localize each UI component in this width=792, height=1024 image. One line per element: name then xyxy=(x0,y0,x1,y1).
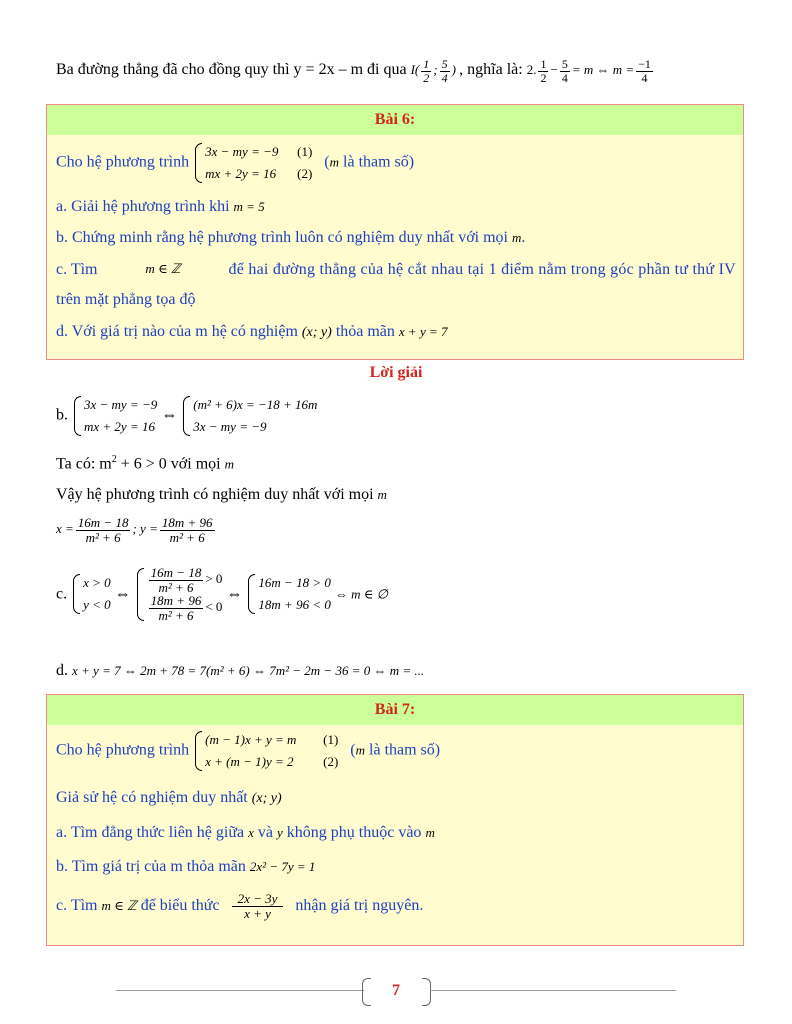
exercise-7-part-c: c. Tìm m ∈ ℤ để biểu thức $\frac{2x - 3y}{x + y}$ nhận giá trị nguyên. xyxy=(56,891,424,921)
exercise-7-statement: Cho hệ phương trình (m − 1)x + y = m (1) x + (m − 1)y = 2 (2) (m là tham số) xyxy=(56,729,440,773)
exercise-6-statement: Cho hệ phương trình 3x − my = −9 (1) mx + 2y = 16 (2) (m là tham số) xyxy=(56,141,414,185)
exercise-7-assumption: Giả sử hệ có nghiệm duy nhất (x; y) xyxy=(56,789,282,806)
footer-bracket-right xyxy=(422,978,431,1006)
exercise-7-system: (m − 1)x + y = m (1) x + (m − 1)y = 2 (2) xyxy=(193,729,338,773)
solution-title: Lời giải xyxy=(369,364,423,381)
exercise-6-part-b: b. Chứng minh rằng hệ phương trình luôn có nghiệm duy nhất với mọi m. xyxy=(56,229,526,246)
footer-rule-right xyxy=(430,990,676,991)
intro-equation: 2. $\frac{1}{2}$ − $\frac{5}{4}$ = m ⇔ m = $\frac{-1}{4}$ xyxy=(526,57,651,85)
intro-point: I( $\frac{1}{2}$ ; $\frac{5}{4}$ ) xyxy=(410,57,456,85)
exercise-6-system: 3x − my = −9 (1) mx + 2y = 16 (2) xyxy=(193,141,312,185)
exercise-6-header: Bài 6: xyxy=(47,105,743,135)
exercise-7-fraction: $\frac{2x - 3y}{x + y}$ xyxy=(232,892,284,920)
intro-text-2: , nghĩa là: xyxy=(459,61,523,79)
exercise-6-part-a: a. Giải hệ phương trình khi m = 5 xyxy=(56,198,265,215)
solution-ta-co: Ta có: $m^2 + 6 > 0$ với mọi m xyxy=(56,454,234,473)
solution-b-system-1: 3x − my = −9 mx + 2y = 16 xyxy=(72,394,157,438)
solution-part-d: d. x + y = 7 ⇔ 2m + 78 = 7(m² + 6) ⇔ 7m² − 2m − 36 = 0 ⇔ m = ... xyxy=(56,662,425,679)
solution-c-system-2: $\frac{16m - 18}{\text{m² + 6}}$ > 0 $\frac{18m + 96}{\text{m² + 6}}$ < 0 xyxy=(135,566,223,623)
solution-vay: Vậy hệ phương trình có nghiệm duy nhất với mọi m xyxy=(56,486,387,503)
solution-part-c: c. x > 0 y < 0 ⇔ $\frac{16m - 18}{\text{m² + 6}}$ > 0 $\frac{18m + 96}{\text{m² + 6}}$ < 0 ⇔ 16m − 18 > 0 18m + 96 < 0 ⇔ m ∈ ∅ xyxy=(56,565,388,623)
intro-line xyxy=(56,58,655,84)
solution-b-system-2: (m² + 6)x = −18 + 16m 3x − my = −9 xyxy=(181,394,317,438)
exercise-6-part-c: c. Tìm m ∈ ℤ để hai đường thẳng của hệ cắt nhau tại 1 điểm nằm trong góc phần tư thứ IV xyxy=(56,261,736,278)
solution-xy-formula: x = $\frac{16m - 18}{\text{m² + 6}}$ ; y = $\frac{18m + 96}{\text{m² + 6}}$ xyxy=(56,515,213,545)
exercise-7-part-a: a. Tìm đẳng thức liên hệ giữa x và y không phụ thuộc vào m xyxy=(56,824,435,841)
solution-part-b: b. 3x − my = −9 mx + 2y = 16 ⇔ (m² + 6)x = −18 + 16m 3x − my = −9 xyxy=(56,394,317,438)
footer-rule-left xyxy=(116,990,364,991)
exercise-7-header: Bài 7: xyxy=(47,695,743,725)
exercise-6-part-c-cont: trên mặt phẳng tọa độ xyxy=(56,291,196,308)
exercise-7-part-b: b. Tìm giá trị của m thỏa mãn 2x² − 7y = 1 xyxy=(56,858,316,875)
exercise-7-box xyxy=(46,694,744,946)
solution-c-system-1: x > 0 y < 0 xyxy=(71,572,111,616)
solution-c-system-3: 16m − 18 > 0 18m + 96 < 0 xyxy=(246,572,330,616)
intro-text: Ba đường thẳng đã cho đồng quy thì y = 2x – m đi qua xyxy=(56,61,407,79)
exercise-6-box xyxy=(46,104,744,360)
exercise-6-part-d: d. Với giá trị nào của m hệ có nghiệm (x; y) thỏa mãn x + y = 7 xyxy=(56,323,448,340)
page-number: 7 xyxy=(392,982,400,999)
